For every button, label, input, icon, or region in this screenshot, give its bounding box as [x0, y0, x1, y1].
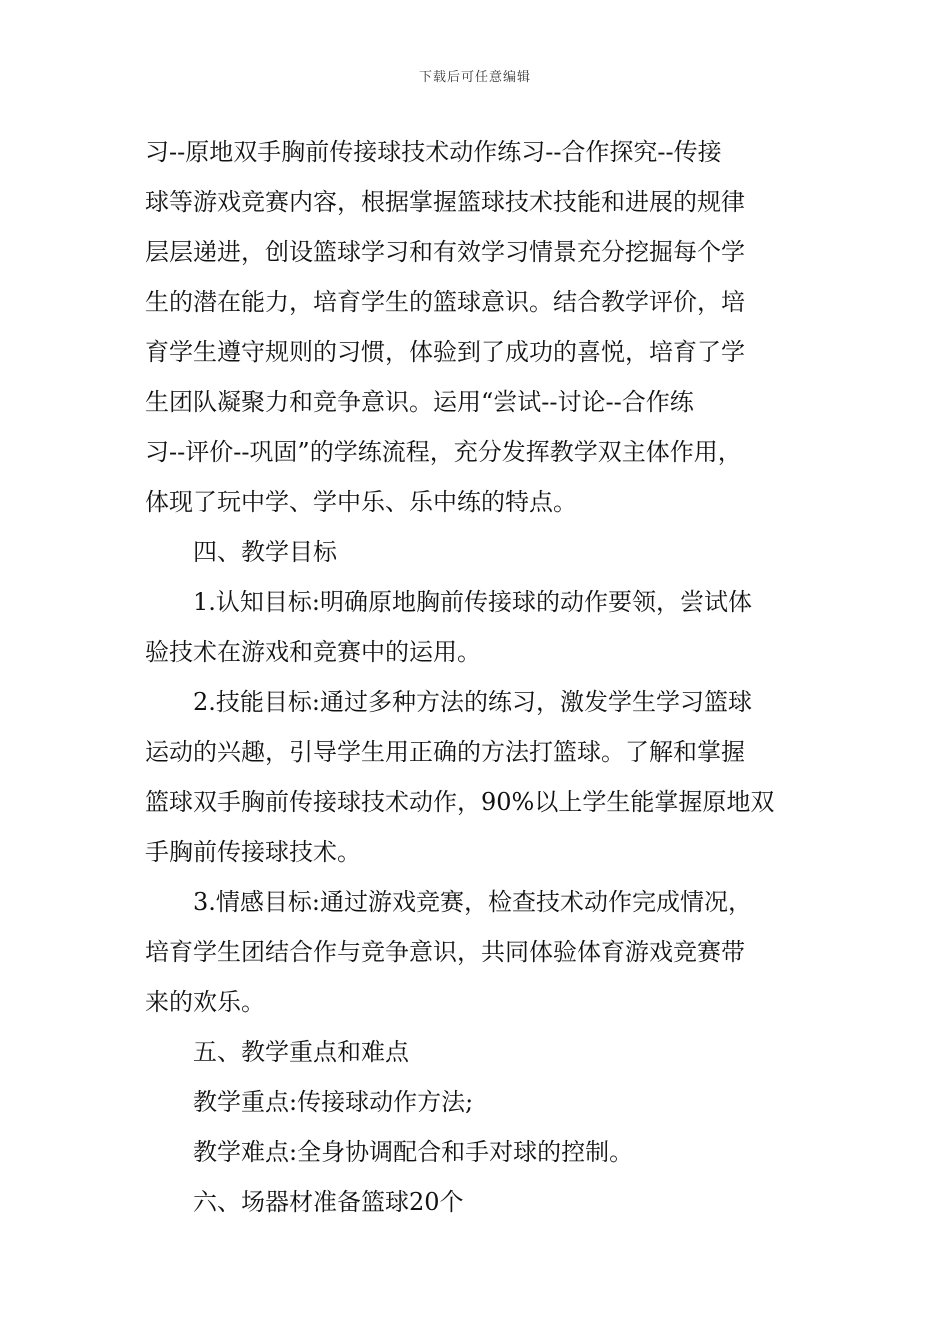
- text-line: 手胸前传接球技术。: [145, 838, 361, 866]
- text-line: 篮球双手胸前传接球技术动作，90%以上学生能掌握原地双: [145, 788, 775, 816]
- difficulty-line: 教学难点:全身协调配合和手对球的控制。: [193, 1138, 634, 1166]
- text-line: 1.认知目标:明确原地胸前传接球的动作要领，尝试体: [193, 588, 752, 616]
- text-line: 生团队凝聚力和竞争意识。运用“尝试--讨论--合作练: [145, 388, 694, 416]
- text-line: 球等游戏竞赛内容，根据掌握篮球技术技能和进展的规律: [145, 188, 745, 216]
- section-heading-key-points: 五、教学重点和难点: [193, 1038, 409, 1066]
- text-line: 2.技能目标:通过多种方法的练习，激发学生学习篮球: [193, 688, 752, 716]
- text-line: 习--原地双手胸前传接球技术动作练习--合作探究--传接: [145, 138, 722, 166]
- text-line: 生的潜在能力，培育学生的篮球意识。结合教学评价，培: [145, 288, 745, 316]
- text-line: 运动的兴趣，引导学生用正确的方法打篮球。了解和掌握: [145, 738, 745, 766]
- text-line: 来的欢乐。: [145, 988, 265, 1016]
- text-line: 培育学生团结合作与竞争意识，共同体验体育游戏竞赛带: [145, 938, 745, 966]
- text-line: 体现了玩中学、学中乐、乐中练的特点。: [145, 488, 577, 516]
- text-line: 3.情感目标:通过游戏竞赛，检查技术动作完成情况，: [193, 888, 752, 916]
- paragraph-emotional-goal: [145, 877, 835, 1027]
- text-line: 验技术在游戏和竞赛中的运用。: [145, 638, 481, 666]
- text-line: 育学生遵守规则的习惯，体验到了成功的喜悦，培育了学: [145, 338, 745, 366]
- section-heading-teaching-goals: 四、教学目标: [193, 538, 337, 566]
- paragraph-continuation: [145, 127, 835, 527]
- key-point-line: 教学重点:传接球动作方法;: [193, 1088, 474, 1116]
- section-heading-equipment: 六、场器材准备篮球20个: [193, 1188, 464, 1216]
- paragraph-skill-goal: [145, 677, 835, 877]
- paragraph-cognitive-goal: [145, 577, 835, 677]
- text-line: 层层递进，创设篮球学习和有效学习情景充分挖掘每个学: [145, 238, 745, 266]
- text-line: 习--评价--巩固”的学练流程，充分发挥教学双主体作用，: [145, 438, 742, 466]
- page-header: 下载后可任意编辑: [418, 70, 531, 85]
- document-body: [145, 127, 835, 1227]
